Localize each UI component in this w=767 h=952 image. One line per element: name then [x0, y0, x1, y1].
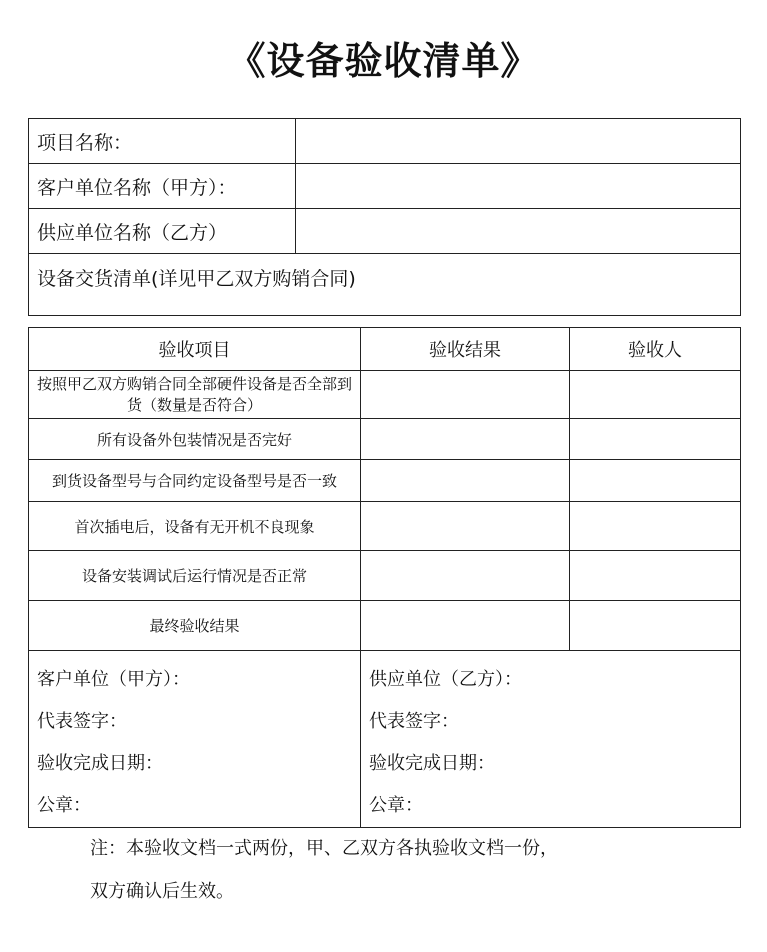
check-item-final: 最终验收结果 — [29, 601, 361, 651]
check-item-4: 首次插电后，设备有无开机不良现象 — [29, 502, 361, 551]
supplier-name-label: 供应单位名称（乙方） — [29, 209, 296, 254]
project-info-table — [28, 118, 741, 316]
check-item-3: 到货设备型号与合同约定设备型号是否一致 — [29, 460, 361, 502]
client-name-label: 客户单位名称（甲方）： — [29, 164, 296, 209]
inspector-1[interactable] — [570, 371, 741, 419]
supplier-name-value[interactable] — [296, 209, 741, 254]
check-result-4[interactable] — [361, 502, 570, 551]
note-line-1: 注：本验收文档一式两份，甲、乙双方各执验收文档一份， — [90, 838, 558, 859]
client-acceptance-date-label: 验收完成日期： — [37, 753, 163, 774]
page-title: 《设备验收清单》 — [227, 39, 540, 83]
project-name-label: 项目名称： — [29, 119, 296, 164]
client-name-value[interactable] — [296, 164, 741, 209]
inspector-4[interactable] — [570, 502, 741, 551]
check-result-final[interactable] — [361, 601, 570, 651]
client-rep-signature-label: 代表签字： — [37, 711, 127, 732]
client-signature-block[interactable] — [29, 651, 361, 828]
inspector-2[interactable] — [570, 419, 741, 460]
check-item-2: 所有设备外包装情况是否完好 — [29, 419, 361, 460]
client-unit-label: 客户单位（甲方）： — [37, 669, 190, 690]
check-item-5: 设备安装调试后运行情况是否正常 — [29, 551, 361, 601]
supplier-signature-block[interactable] — [361, 651, 741, 828]
inspector-3[interactable] — [570, 460, 741, 502]
check-result-1[interactable] — [361, 371, 570, 419]
header-check-item: 验收项目 — [29, 328, 361, 371]
acceptance-check-table — [28, 327, 741, 651]
header-check-result: 验收结果 — [361, 328, 570, 371]
inspector-final[interactable] — [570, 601, 741, 651]
check-result-2[interactable] — [361, 419, 570, 460]
supplier-rep-signature-label: 代表签字： — [369, 711, 459, 732]
note-line-2: 双方确认后生效。 — [90, 881, 234, 902]
inspector-5[interactable] — [570, 551, 741, 601]
supplier-seal-label: 公章： — [369, 795, 423, 816]
signature-table — [28, 650, 741, 828]
client-seal-label: 公章： — [37, 795, 91, 816]
supplier-unit-label: 供应单位（乙方）： — [369, 669, 522, 690]
delivery-list-label: 设备交货清单(详见甲乙双方购销合同) — [29, 254, 741, 316]
check-item-1: 按照甲乙双方购销合同全部硬件设备是否全部到货（数量是否符合） — [29, 371, 361, 419]
project-name-value[interactable] — [296, 119, 741, 164]
supplier-acceptance-date-label: 验收完成日期： — [369, 753, 495, 774]
check-result-3[interactable] — [361, 460, 570, 502]
check-result-5[interactable] — [361, 551, 570, 601]
header-inspector: 验收人 — [570, 328, 741, 371]
